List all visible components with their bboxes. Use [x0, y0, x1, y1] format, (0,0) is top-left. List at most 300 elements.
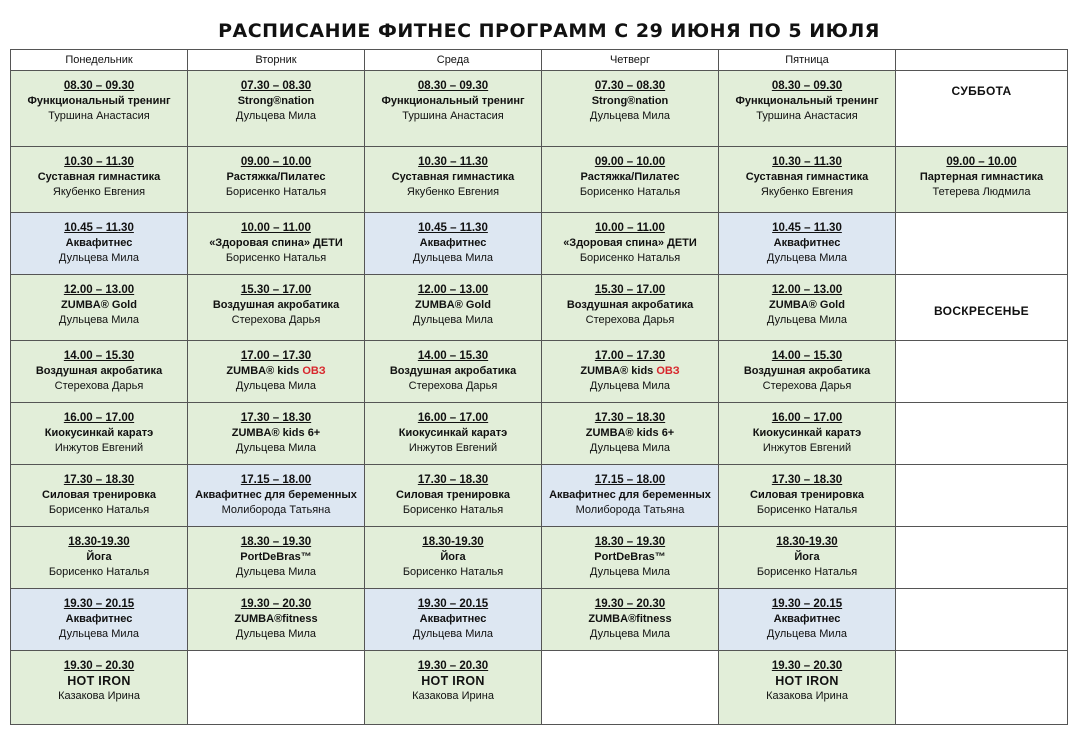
class-name-text: Аквафитнес: [65, 613, 133, 625]
class-entry: [11, 275, 187, 328]
class-entry: [719, 651, 895, 704]
class-name: [11, 612, 187, 627]
class-name-text: Киокусинкай каратэ: [752, 427, 862, 439]
class-name-text: Strong®nation: [237, 95, 315, 107]
schedule-cell: [365, 213, 542, 275]
schedule-cell: [542, 651, 719, 725]
class-name: [11, 426, 187, 441]
class-entry: [11, 403, 187, 456]
class-time: 08.30 – 09.30: [771, 80, 843, 92]
trainer-name: Молиборода Татьяна: [575, 504, 685, 516]
day-header-row: [11, 50, 1068, 71]
schedule-cell: [365, 403, 542, 465]
class-time: 18.30 – 19.30: [594, 536, 666, 548]
class-name: [188, 94, 364, 109]
class-entry: [719, 465, 895, 518]
schedule-cell: [542, 275, 719, 341]
class-time: 17.00 – 17.30: [594, 350, 666, 362]
trainer-name: Туршина Анастасия: [756, 110, 858, 122]
schedule-cell: [11, 341, 188, 403]
class-name: [365, 550, 541, 565]
schedule-row: [11, 275, 1068, 341]
schedule-row: [11, 341, 1068, 403]
class-name-text: Йога: [86, 551, 112, 563]
class-time: 16.00 – 17.00: [771, 412, 843, 424]
class-time: 17.30 – 18.30: [594, 412, 666, 424]
class-name: [719, 550, 895, 565]
schedule-cell: [542, 341, 719, 403]
class-name-text: Функциональный тренинг: [27, 95, 171, 107]
class-entry: [365, 275, 541, 328]
special-needs-tag: ОВЗ: [302, 365, 326, 377]
trainer-name: Дульцева Мила: [412, 252, 494, 264]
class-entry: [365, 213, 541, 266]
class-time: 10.30 – 11.30: [772, 156, 842, 168]
schedule-cell: [896, 341, 1068, 403]
class-time: 10.45 – 11.30: [418, 222, 488, 234]
class-name-text: Аквафитнес: [65, 237, 133, 249]
special-needs-tag: ОВЗ: [656, 365, 680, 377]
class-time: 09.00 – 10.00: [594, 156, 666, 168]
class-time: 10.00 – 11.00: [595, 222, 665, 234]
day-header: Четверг: [542, 50, 719, 71]
class-entry: [719, 527, 895, 580]
class-name: [188, 612, 364, 627]
schedule-cell: [365, 651, 542, 725]
class-time: 10.00 – 11.00: [241, 222, 311, 234]
class-time: 10.30 – 11.30: [418, 156, 488, 168]
trainer-name: Дульцева Мила: [235, 380, 317, 392]
class-name: [542, 94, 718, 109]
class-name: [719, 170, 895, 185]
class-name: [188, 170, 364, 185]
schedule-cell: [719, 589, 896, 651]
class-time: 17.30 – 18.30: [240, 412, 312, 424]
class-time: 16.00 – 17.00: [63, 412, 135, 424]
class-name-text: Силовая тренировка: [396, 489, 510, 501]
class-time: 12.00 – 13.00: [63, 284, 135, 296]
class-name: [365, 298, 541, 313]
class-name-text: «Здоровая спина» ДЕТИ: [209, 237, 343, 249]
schedule-cell: [719, 275, 896, 341]
schedule-cell: [542, 589, 719, 651]
class-entry: [542, 527, 718, 580]
class-time: 18.30-19.30: [422, 536, 484, 548]
schedule-cell: [542, 213, 719, 275]
class-entry: [188, 589, 364, 642]
class-name: [11, 488, 187, 503]
class-time: 10.30 – 11.30: [64, 156, 134, 168]
class-time: 17.30 – 18.30: [63, 474, 135, 486]
class-name-text: Суставная гимнастика: [391, 171, 515, 183]
class-time: 18.30-19.30: [776, 536, 838, 548]
schedule-cell: [188, 589, 365, 651]
class-entry: [188, 403, 364, 456]
class-name: [365, 94, 541, 109]
class-entry: [719, 589, 895, 642]
class-name-text: Силовая тренировка: [750, 489, 864, 501]
class-entry: [542, 341, 718, 394]
class-name-text: Аквафитнес: [773, 613, 841, 625]
trainer-name: Казакова Ирина: [58, 690, 140, 702]
trainer-name: Дульцева Мила: [235, 442, 317, 454]
class-entry: [365, 147, 541, 200]
trainer-name: Дульцева Мила: [766, 628, 848, 640]
class-entry: [188, 147, 364, 200]
class-time: 08.30 – 09.30: [417, 80, 489, 92]
class-entry: [719, 147, 895, 200]
class-name-text: ZUMBA®fitness: [588, 613, 672, 625]
class-name: [11, 550, 187, 565]
class-entry: [11, 465, 187, 518]
class-name-text: PortDeBras™: [240, 551, 312, 563]
trainer-name: Дульцева Мила: [766, 252, 848, 264]
trainer-name: Дульцева Мила: [766, 314, 848, 326]
weekend-day-label: СУББОТА: [951, 84, 1012, 98]
class-name-text: ZUMBA® Gold: [769, 299, 845, 311]
trainer-name: Якубенко Евгения: [760, 186, 854, 198]
schedule-cell: [11, 147, 188, 213]
schedule-cell: [542, 403, 719, 465]
class-name-text: Аквафитнес: [419, 237, 487, 249]
trainer-name: Стерехова Дарья: [54, 380, 144, 392]
class-entry: [11, 341, 187, 394]
class-name-text: Силовая тренировка: [42, 489, 156, 501]
class-name-text: Воздушная акробатика: [212, 299, 340, 311]
trainer-name: Дульцева Мила: [58, 252, 140, 264]
class-name: [719, 674, 895, 689]
class-entry: [719, 71, 895, 124]
trainer-name: Стерехова Дарья: [231, 314, 321, 326]
schedule-cell: [719, 147, 896, 213]
class-name: [719, 298, 895, 313]
class-entry: [365, 589, 541, 642]
class-name-text: Воздушная акробатика: [389, 365, 517, 377]
schedule-row: [11, 147, 1068, 213]
class-name: [11, 364, 187, 379]
class-name-text: Аквафитнес для беременных: [195, 489, 357, 501]
class-name-text: ZUMBA® kids 6+: [231, 427, 321, 439]
class-time: 16.00 – 17.00: [417, 412, 489, 424]
class-name-text: Воздушная акробатика: [35, 365, 163, 377]
trainer-name: Дульцева Мила: [589, 628, 671, 640]
class-time: 10.45 – 11.30: [772, 222, 842, 234]
trainer-name: Якубенко Евгения: [52, 186, 146, 198]
class-time: 14.00 – 15.30: [63, 350, 135, 362]
schedule-cell: [542, 527, 719, 589]
schedule-cell: [896, 275, 1068, 341]
class-name: [542, 170, 718, 185]
schedule-cell: [365, 71, 542, 147]
schedule-cell: [188, 341, 365, 403]
class-entry: [11, 213, 187, 266]
class-name: [11, 236, 187, 251]
schedule-table: [10, 49, 1068, 725]
class-name-text: Аквафитнес для беременных: [549, 489, 711, 501]
class-entry: [188, 527, 364, 580]
trainer-name: Дульцева Мила: [589, 380, 671, 392]
trainer-name: Тетерева Людмила: [932, 186, 1031, 198]
class-time: 19.30 – 20.30: [771, 660, 843, 672]
class-entry: [365, 651, 541, 704]
class-name: [365, 426, 541, 441]
class-name: [542, 426, 718, 441]
trainer-name: Стерехова Дарья: [585, 314, 675, 326]
class-time: 08.30 – 09.30: [63, 80, 135, 92]
class-name-text: Киокусинкай каратэ: [44, 427, 154, 439]
class-entry: [719, 275, 895, 328]
class-time: 15.30 – 17.00: [240, 284, 312, 296]
day-header: Понедельник: [11, 50, 188, 71]
trainer-name: Туршина Анастасия: [48, 110, 150, 122]
schedule-cell: [719, 71, 896, 147]
class-name: [365, 364, 541, 379]
class-time: 17.15 – 18.00: [240, 474, 312, 486]
class-name-text: Суставная гимнастика: [745, 171, 869, 183]
day-header: Пятница: [719, 50, 896, 71]
trainer-name: Инжутов Евгений: [54, 442, 144, 454]
class-entry: [188, 275, 364, 328]
trainer-name: Борисенко Наталья: [402, 504, 504, 516]
schedule-cell: [11, 651, 188, 725]
class-name-text: Йога: [440, 551, 466, 563]
class-name-text: Киокусинкай каратэ: [398, 427, 508, 439]
class-entry: [188, 341, 364, 394]
class-name: [719, 364, 895, 379]
class-name: [365, 674, 541, 689]
schedule-cell: [11, 275, 188, 341]
trainer-name: Молиборода Татьяна: [221, 504, 331, 516]
class-time: 19.30 – 20.15: [417, 598, 489, 610]
schedule-cell: [188, 71, 365, 147]
class-entry: [11, 527, 187, 580]
class-name-text: Суставная гимнастика: [37, 171, 161, 183]
schedule-cell: [11, 465, 188, 527]
class-name-text: Аквафитнес: [773, 237, 841, 249]
trainer-name: Дульцева Мила: [412, 628, 494, 640]
class-entry: [365, 341, 541, 394]
schedule-cell: [188, 465, 365, 527]
class-name-text: Растяжка/Пилатес: [226, 171, 326, 183]
class-name-text: ZUMBA® Gold: [61, 299, 137, 311]
class-name: [365, 488, 541, 503]
class-entry: [365, 71, 541, 124]
class-name: [365, 612, 541, 627]
class-entry: [542, 213, 718, 266]
class-name-text: ZUMBA® kids: [226, 365, 303, 377]
schedule-cell: [896, 651, 1068, 725]
trainer-name: Борисенко Наталья: [579, 252, 681, 264]
class-time: 07.30 – 08.30: [594, 80, 666, 92]
class-name: [719, 236, 895, 251]
class-entry: [542, 403, 718, 456]
class-entry: [188, 465, 364, 518]
schedule-row: [11, 465, 1068, 527]
trainer-name: Дульцева Мила: [412, 314, 494, 326]
schedule-cell: [188, 651, 365, 725]
schedule-row: [11, 403, 1068, 465]
class-name-text: HOT IRON: [775, 674, 839, 688]
class-name: [719, 426, 895, 441]
schedule-cell: [896, 147, 1068, 213]
class-name: [188, 236, 364, 251]
class-name: [542, 550, 718, 565]
class-name: [719, 488, 895, 503]
trainer-name: Дульцева Мила: [235, 628, 317, 640]
class-name-text: «Здоровая спина» ДЕТИ: [563, 237, 697, 249]
schedule-cell: [11, 403, 188, 465]
class-entry: [365, 403, 541, 456]
class-name: [542, 612, 718, 627]
trainer-name: Дульцева Мила: [58, 314, 140, 326]
class-time: 17.00 – 17.30: [240, 350, 312, 362]
class-entry: [365, 465, 541, 518]
class-time: 18.30 – 19.30: [240, 536, 312, 548]
schedule-cell: [719, 651, 896, 725]
schedule-cell: [188, 275, 365, 341]
schedule-cell: [719, 527, 896, 589]
class-name: [719, 94, 895, 109]
class-entry: [11, 651, 187, 704]
class-name: [188, 488, 364, 503]
class-name: [896, 170, 1067, 185]
trainer-name: Инжутов Евгений: [408, 442, 498, 454]
class-time: 19.30 – 20.15: [63, 598, 135, 610]
trainer-name: Стерехова Дарья: [762, 380, 852, 392]
class-time: 07.30 – 08.30: [240, 80, 312, 92]
class-time: 10.45 – 11.30: [64, 222, 134, 234]
class-time: 19.30 – 20.30: [63, 660, 135, 672]
schedule-row: [11, 213, 1068, 275]
schedule-cell: [11, 213, 188, 275]
trainer-name: Борисенко Наталья: [756, 566, 858, 578]
class-entry: [719, 403, 895, 456]
day-header: [896, 50, 1068, 71]
day-header: Вторник: [188, 50, 365, 71]
class-name-text: Партерная гимнастика: [919, 171, 1044, 183]
class-time: 19.30 – 20.30: [240, 598, 312, 610]
page-title: РАСПИСАНИЕ ФИТНЕС ПРОГРАММ С 29 ИЮНЯ ПО 5 ИЮЛЯ: [218, 20, 880, 42]
class-time: 12.00 – 13.00: [771, 284, 843, 296]
trainer-name: Якубенко Евгения: [406, 186, 500, 198]
class-entry: [719, 341, 895, 394]
schedule-cell: [719, 341, 896, 403]
schedule-cell: [365, 465, 542, 527]
class-time: 14.00 – 15.30: [417, 350, 489, 362]
schedule-cell: [542, 465, 719, 527]
schedule-cell: [365, 527, 542, 589]
trainer-name: Стерехова Дарья: [408, 380, 498, 392]
schedule-cell: [188, 213, 365, 275]
class-name: [188, 364, 364, 379]
class-entry: [542, 589, 718, 642]
class-name-text: ZUMBA® kids: [580, 365, 657, 377]
class-name-text: HOT IRON: [67, 674, 131, 688]
class-name: [719, 612, 895, 627]
trainer-name: Инжутов Евгений: [762, 442, 852, 454]
trainer-name: Дульцева Мила: [589, 442, 671, 454]
class-name: [188, 550, 364, 565]
trainer-name: Дульцева Мила: [589, 566, 671, 578]
trainer-name: Борисенко Наталья: [225, 186, 327, 198]
schedule-cell: [365, 147, 542, 213]
schedule-cell: [542, 147, 719, 213]
schedule-cell: [188, 403, 365, 465]
schedule-cell: [188, 147, 365, 213]
class-entry: [542, 275, 718, 328]
trainer-name: Борисенко Наталья: [402, 566, 504, 578]
class-name-text: Strong®nation: [591, 95, 669, 107]
class-time: 18.30-19.30: [68, 536, 130, 548]
trainer-name: Борисенко Наталья: [579, 186, 681, 198]
class-entry: [11, 71, 187, 124]
trainer-name: Туршина Анастасия: [402, 110, 504, 122]
class-time: 19.30 – 20.15: [771, 598, 843, 610]
class-time: 12.00 – 13.00: [417, 284, 489, 296]
schedule-row: [11, 651, 1068, 725]
class-time: 09.00 – 10.00: [240, 156, 312, 168]
class-name-text: Функциональный тренинг: [381, 95, 525, 107]
class-name-text: Растяжка/Пилатес: [580, 171, 680, 183]
class-entry: [719, 213, 895, 266]
schedule-cell: [365, 589, 542, 651]
schedule-cell: [719, 403, 896, 465]
trainer-name: Борисенко Наталья: [48, 504, 150, 516]
schedule-cell: [896, 71, 1068, 147]
class-name: [188, 426, 364, 441]
schedule-cell: [365, 341, 542, 403]
class-name-text: ZUMBA®fitness: [234, 613, 318, 625]
schedule-cell: [365, 275, 542, 341]
trainer-name: Казакова Ирина: [412, 690, 494, 702]
schedule-row: [11, 71, 1068, 147]
class-name: [188, 298, 364, 313]
schedule-cell: [896, 589, 1068, 651]
schedule-cell: [11, 527, 188, 589]
trainer-name: Дульцева Мила: [235, 566, 317, 578]
class-name: [365, 236, 541, 251]
schedule-cell: [188, 527, 365, 589]
schedule-cell: [11, 589, 188, 651]
schedule-row: [11, 589, 1068, 651]
schedule-cell: [896, 465, 1068, 527]
class-entry: [542, 147, 718, 200]
trainer-name: Борисенко Наталья: [48, 566, 150, 578]
schedule-row: [11, 527, 1068, 589]
class-entry: [11, 147, 187, 200]
class-time: 14.00 – 15.30: [771, 350, 843, 362]
trainer-name: Дульцева Мила: [589, 110, 671, 122]
trainer-name: Казакова Ирина: [766, 690, 848, 702]
class-name-text: Воздушная акробатика: [743, 365, 871, 377]
class-name: [542, 488, 718, 503]
class-name-text: ZUMBA® kids 6+: [585, 427, 675, 439]
weekend-day-label: ВОСКРЕСЕНЬЕ: [934, 304, 1029, 318]
trainer-name: Дульцева Мила: [235, 110, 317, 122]
schedule-cell: [719, 465, 896, 527]
class-name: [11, 170, 187, 185]
class-name-text: PortDeBras™: [594, 551, 666, 563]
class-time: 19.30 – 20.30: [594, 598, 666, 610]
schedule-cell: [896, 213, 1068, 275]
schedule-cell: [542, 71, 719, 147]
class-name-text: Йога: [794, 551, 820, 563]
class-time: 15.30 – 17.00: [594, 284, 666, 296]
class-entry: [365, 527, 541, 580]
trainer-name: Борисенко Наталья: [756, 504, 858, 516]
class-entry: [542, 465, 718, 518]
class-name: [542, 298, 718, 313]
